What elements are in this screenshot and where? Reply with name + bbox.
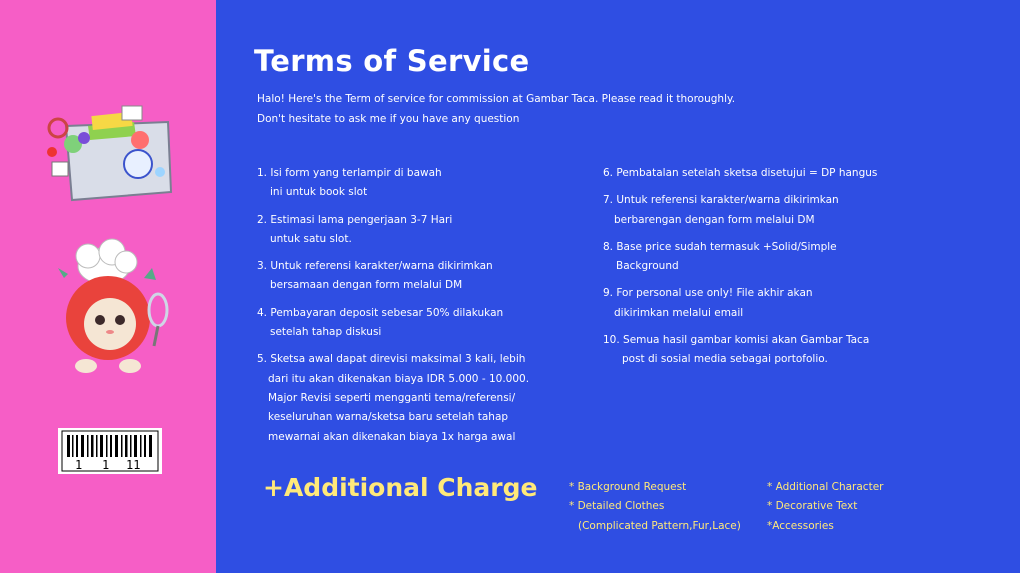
term-line: bersamaan dengan form melalui DM (270, 279, 463, 292)
term-line: 9. For personal use only! File akhir akan (603, 287, 813, 300)
term-line: 2. Estimasi lama pengerjaan 3-7 Hari (257, 213, 453, 226)
term-line: post di sosial media sebagai portofolio. (622, 353, 828, 366)
term-line: berbarengan dengan form melalui DM (614, 213, 815, 226)
term-item-8 (603, 238, 933, 277)
additional-charge-title: +Additional Charge (263, 473, 538, 502)
intro-line: Don't hesitate to ask me if you have any question (257, 112, 520, 125)
terms-left-column (257, 164, 577, 455)
term-line: 5. Sketsa awal dapat direvisi maksimal 3 kali, lebih (257, 353, 526, 366)
term-line: dikirimkan melalui email (614, 306, 744, 319)
term-item-3 (257, 257, 577, 296)
intro-line: Halo! Here's the Term of service for commission at Gambar Taca. Please read it thoroughly. (257, 93, 736, 105)
term-line: 8. Base price sudah termasuk +Solid/Simple (603, 240, 837, 253)
barcode-digit: 1 (75, 458, 83, 472)
additional-item-note: (Complicated Pattern,Fur,Lace) (578, 519, 741, 532)
term-line: setelah tahap diskusi (270, 326, 382, 339)
barcode-icon (58, 428, 162, 474)
term-line: untuk satu slot. (270, 232, 352, 245)
additional-list-b (767, 478, 883, 536)
chef-cat-icon (48, 238, 176, 388)
additional-item: * Decorative Text (767, 500, 858, 513)
bag-icon (38, 100, 178, 208)
term-line: 1. Isi form yang terlampir di bawah (257, 167, 442, 179)
barcode (58, 428, 162, 474)
additional-item: *Accessories (767, 519, 834, 532)
term-item-10 (603, 331, 933, 370)
additional-item: * Background Request (569, 481, 687, 493)
term-line: 6. Pembatalan setelah sketsa disetujui = DP hangus (603, 167, 878, 179)
term-line: 7. Untuk referensi karakter/warna dikirimkan (603, 194, 839, 207)
term-line: dari itu akan dikenakan biaya IDR 5.000 - 10.000. (268, 372, 530, 385)
term-line: keseluruhan warna/sketsa baru setelah tahap (268, 411, 509, 424)
term-item-6 (603, 164, 933, 183)
term-item-9 (603, 284, 933, 323)
term-line: 3. Untuk referensi karakter/warna dikirimkan (257, 260, 493, 273)
sidebar (0, 0, 216, 573)
term-item-1 (257, 164, 577, 203)
term-item-5 (257, 350, 577, 446)
page-title: Terms of Service (254, 44, 530, 78)
intro (257, 90, 735, 129)
term-item-4 (257, 304, 577, 343)
additional-item: * Additional Character (767, 481, 884, 493)
term-line: 10. Semua hasil gambar komisi akan Gambar Taca (603, 334, 870, 347)
additional-list-a (569, 478, 741, 536)
term-item-7 (603, 191, 933, 230)
additional-item: * Detailed Clothes (569, 500, 665, 513)
main-panel (216, 0, 1020, 573)
term-line: mewarnai akan dikenakan biaya 1x harga awal (268, 430, 516, 443)
term-line: Background (616, 260, 679, 273)
term-item-2 (257, 211, 577, 250)
terms-right-column (603, 164, 933, 378)
term-line: ini untuk book slot (270, 186, 368, 199)
term-line: Major Revisi seperti mengganti tema/referensi/ (268, 391, 516, 404)
barcode-digit: 1 (102, 458, 110, 472)
term-line: 4. Pembayaran deposit sebesar 50% dilakukan (257, 306, 504, 319)
barcode-digit: 11 (126, 458, 141, 472)
